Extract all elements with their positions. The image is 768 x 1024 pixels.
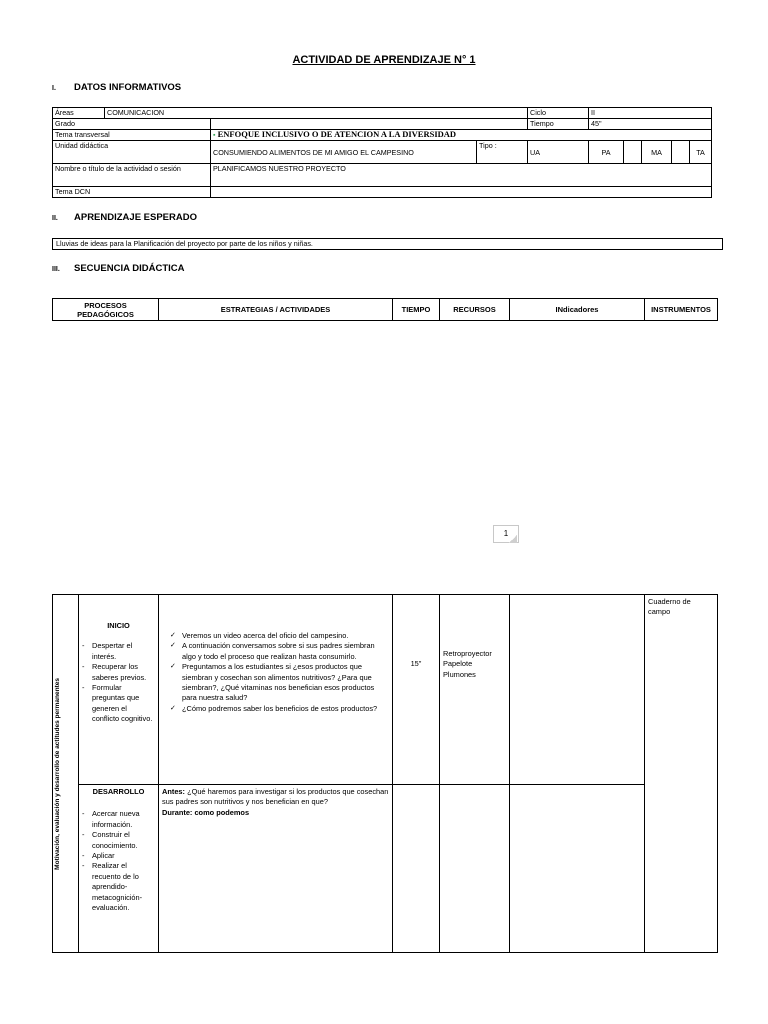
vertical-label: Motivación, evaluación y desarrollo de actitudes permanentes: [54, 677, 61, 870]
inicio-activities-cell: [159, 595, 393, 785]
section-label: APRENDIZAJE ESPERADO: [74, 212, 197, 223]
secuencia-header-table: [52, 298, 718, 321]
tipo-ua: UA: [528, 141, 589, 164]
recurso-item: Papelote: [443, 659, 473, 669]
desarrollo-tiempo: [393, 785, 440, 953]
inicio-list: [82, 641, 155, 724]
ciclo-value: II: [589, 108, 712, 119]
tema-dcn-label: Tema DCN: [53, 187, 211, 198]
tipo-ma: MA: [642, 141, 672, 164]
list-item: - Acercar nueva información.: [92, 809, 155, 830]
list-item: - Formular preguntas que generen el conflicto cognitivo.: [92, 683, 155, 725]
header-indicadores: INdicadores: [510, 299, 645, 321]
tipo-ta: TA: [690, 141, 712, 164]
grado-value: [211, 119, 528, 130]
list-item: ✓ Preguntamos a los estudiantes si ¿esos productos que siembran y cosechan son alimentos nutritivos? ¿Para que siembran?, ¿Qué vitaminas nos benefician esos productos para nuestra salud?: [182, 662, 389, 704]
list-item: - Realizar el recuento de lo aprendido-metacognición-evaluación.: [92, 861, 155, 913]
ciclo-label: Ciclo: [528, 108, 589, 119]
antes-text: ¿Qué haremos para investigar si los productos que cosechan sus padres son nutritivos y nos benefician en que?: [162, 787, 389, 807]
page-number: 1: [493, 525, 519, 543]
inicio-tiempo: 15": [393, 595, 440, 785]
aprendizaje-esperado-box: Lluvias de ideas para la Planificación del proyecto por parte de los niños y niñas.: [52, 238, 723, 250]
section-number: I.: [52, 85, 56, 92]
tipo-pa-box: [624, 141, 642, 164]
tema-transversal-value: ENFOQUE INCLUSIVO O DE ATENCION A LA DIVERSIDAD: [217, 129, 457, 139]
list-item: - Construir el conocimiento.: [92, 830, 155, 851]
durante-text: Durante: como podemos: [162, 807, 250, 817]
inicio-cell: [79, 595, 159, 785]
inicio-title: INICIO: [107, 621, 130, 630]
header-estrategias: ESTRATEGIAS / ACTIVIDADES: [159, 299, 393, 321]
instrumentos-value: Cuaderno de campo: [648, 597, 691, 617]
recurso-item: Plumones: [443, 669, 476, 679]
page-title: ACTIVIDAD DE APRENDIZAJE N° 1: [292, 54, 476, 66]
list-item: - Aplicar: [92, 851, 155, 861]
desarrollo-indicadores: [510, 785, 645, 953]
tema-dcn-value: [211, 187, 712, 198]
tipo-ma-box: [672, 141, 690, 164]
nombre-label: Nombre o título de la actividad o sesión: [53, 164, 211, 187]
tema-transversal-cell: ▪ ENFOQUE INCLUSIVO O DE ATENCION A LA DIVERSIDAD: [211, 130, 712, 141]
areas-label: Áreas: [53, 108, 105, 119]
section-number: III.: [52, 266, 60, 273]
antes-label: Antes:: [162, 787, 185, 796]
header-tiempo: TIEMPO: [393, 299, 440, 321]
vertical-label-cell: [53, 595, 79, 953]
section-number: II.: [52, 215, 58, 222]
tiempo-label: Tiempo: [528, 119, 589, 130]
page-curl-icon: [509, 535, 517, 543]
desarrollo-recursos: [440, 785, 510, 953]
nombre-value: PLANIFICAMOS NUESTRO PROYECTO: [211, 164, 712, 187]
list-item: ✓ Veremos un video acerca del oficio del campesino.: [182, 631, 389, 641]
areas-value: COMUNICACION: [105, 108, 528, 119]
list-item: - Despertar el interés.: [92, 641, 155, 662]
recurso-item: Retroproyector: [443, 649, 492, 658]
list-item: ✓ ¿Cómo podremos saber los beneficios de estos productos?: [182, 704, 389, 714]
secuencia-main-table: [52, 594, 718, 953]
section-2-heading: [52, 212, 197, 223]
antes-paragraph: [162, 787, 389, 808]
desarrollo-activities-cell: [159, 785, 393, 953]
datos-informativos-table: [52, 107, 712, 198]
list-item: - Recuperar los saberes previos.: [92, 662, 155, 683]
list-item: ✓ A continuación conversamos sobre si sus padres siembran algo y todo el proceso que realizan hasta consumirlo.: [182, 641, 389, 662]
tema-transversal-label: Tema transversal: [53, 130, 211, 141]
unidad-label: Unidad didáctica: [53, 141, 211, 164]
desarrollo-cell: [79, 785, 159, 953]
header-recursos: RECURSOS: [440, 299, 510, 321]
inicio-indicadores: [510, 595, 645, 785]
inicio-recursos-cell: [440, 595, 510, 785]
grado-label: Grado: [53, 119, 211, 130]
desarrollo-title: DESARROLLO: [92, 787, 145, 796]
tiempo-value: 45": [589, 119, 712, 130]
section-3-heading: [52, 263, 184, 274]
inicio-activities-list: [162, 631, 389, 714]
unidad-value: CONSUMIENDO ALIMENTOS DE MI AMIGO EL CAMPESINO: [211, 141, 477, 164]
section-label: SECUENCIA DIDÁCTICA: [74, 263, 185, 274]
header-procesos: PROCESOS PEDAGÓGICOS: [53, 299, 159, 321]
tipo-label: Tipo :: [477, 141, 528, 164]
tipo-pa: PA: [589, 141, 624, 164]
header-instrumentos: INSTRUMENTOS: [645, 299, 718, 321]
section-label: DATOS INFORMATIVOS: [74, 82, 182, 93]
desarrollo-list: [82, 809, 155, 913]
section-1-heading: [52, 82, 181, 93]
instrumentos-cell: [645, 595, 718, 953]
